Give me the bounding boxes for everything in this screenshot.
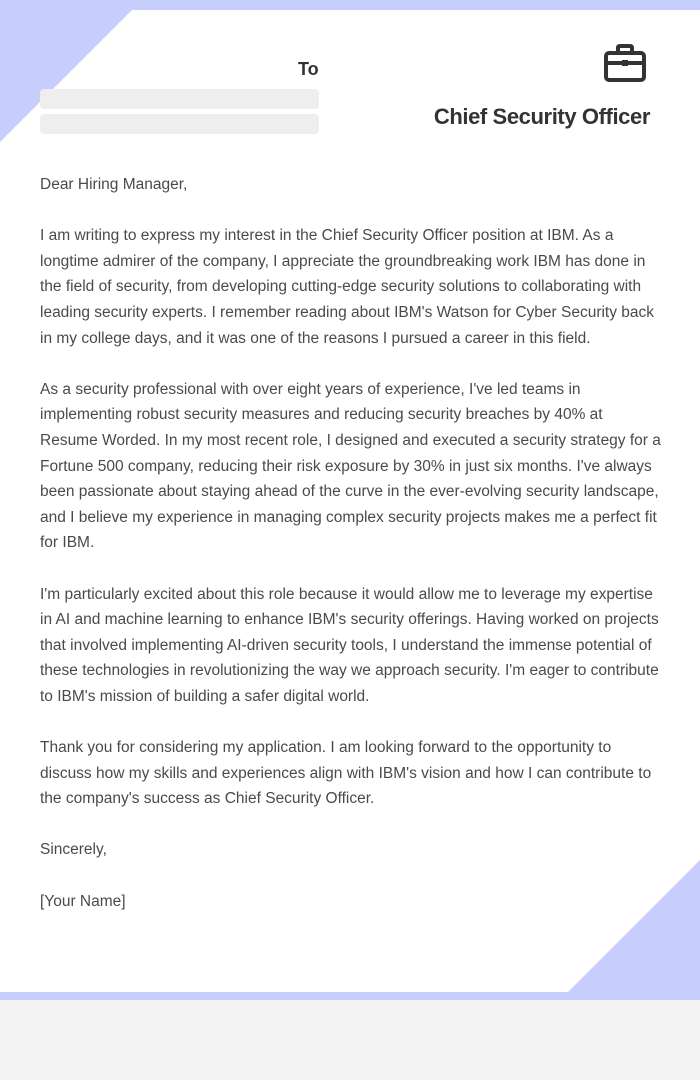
closing: Sincerely, (40, 841, 107, 859)
letter-paragraph: I'm particularly excited about this role because it would allow me to leverage my expertise in AI and machine learning to enhance IBM's security offerings. Having worked on projects that involved implementing AI-driven security tools, I understand the immense potential of these technologies in revolutionizing the way we approach security. I'm eager to contribute to IBM's mission of building a safer digital world. (40, 585, 659, 705)
letter-sheet (0, 10, 700, 992)
to-label: To (298, 59, 319, 79)
salutation: Dear Hiring Manager, (40, 176, 188, 193)
letter-body (40, 172, 661, 940)
letter-paragraph: As a security professional with over eight years of experience, I've led teams in implementing robust security measures and reducing security breaches by 40% at Resume Worded. In my most recent role, I designed and executed a security strategy for a Fortune 500 company, reducing their risk exposure by 30% in just six months. I've always been passionate about staying ahead of the curve in the ever-evolving security landscape, and I believe my experience in managing complex security projects makes me a perfect fit for IBM. (40, 380, 661, 552)
recipient-placeholder-line (40, 114, 319, 134)
recipient-placeholder-line (40, 89, 319, 109)
signature-placeholder: [Your Name] (40, 892, 126, 910)
briefcase-icon (603, 43, 647, 83)
job-title: Chief Security Officer (433, 104, 650, 129)
letter-paragraph: Thank you for considering my application. I am looking forward to the opportunity to discuss how my skills and experiences align with IBM's vision and how I can contribute to the company's success as Chief Security Officer. (40, 739, 652, 808)
letter-paragraph: I am writing to express my interest in the Chief Security Officer position at IBM. As a longtime admirer of the company, I appreciate the groundbreaking work IBM has done in the field of security, from developing cutting-edge security solutions to collaborating with leading security experts. I remember reading about IBM's Watson for Cyber Security back in my college days, and it was one of the reasons I pursued a career in this field. (40, 227, 655, 347)
